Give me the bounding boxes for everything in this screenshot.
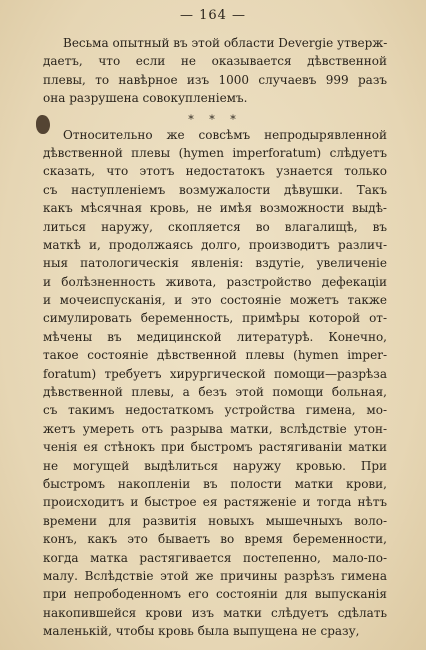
text-line: дѣвственной плевы (hymen imperforatum) слѣдуетъ bbox=[43, 145, 387, 160]
text-line: жетъ умереть отъ разрыва матки, вслѣдствіе утон- bbox=[43, 421, 387, 436]
text-line: конъ, какъ это бываетъ во время беременности, bbox=[43, 532, 387, 547]
text-line: быстромъ накопленіи въ полости матки крови, bbox=[43, 476, 387, 491]
text-line: какъ мѣсячная кровь, не имѣя возможности выдѣ- bbox=[43, 201, 387, 216]
text-line: съ наступленіемъ возмужалости дѣвушки. Такъ bbox=[43, 182, 387, 197]
text-line: съ такимъ недостаткомъ устройства гимена, мо- bbox=[43, 403, 387, 418]
text-line: Весьма опытный въ этой области Devergie утверж- bbox=[63, 36, 387, 50]
text-line: малу. Вслѣдствіе этой же причины разрѣзъ гимена bbox=[43, 568, 387, 583]
text-line: Относительно же совсѣмъ непродырявленной bbox=[63, 127, 387, 142]
paragraph-hymen-imperforatum bbox=[43, 126, 387, 641]
text-line: даетъ, что если не оказывается дѣвственной bbox=[43, 54, 387, 69]
section-separator bbox=[43, 108, 387, 126]
text-line: ныя патологическія явленія: вздутіе, увеличеніе bbox=[43, 256, 387, 271]
text-line: не могущей выдѣлиться наружу кровью. При bbox=[43, 458, 387, 473]
text-line: плевы, то навѣрное изъ 1000 случаевъ 999 разъ bbox=[43, 72, 387, 87]
text-line: времени для развитія новыхъ мышечныхъ воло- bbox=[43, 513, 387, 528]
text-line: сказать, что этотъ недостатокъ узнается только bbox=[43, 164, 387, 179]
page-number: — 164 — bbox=[179, 8, 247, 23]
text-line: и болѣзненность живота, разстройство дефекаціи bbox=[43, 274, 387, 289]
text-line: накопившейся крови изъ матки слѣдуетъ сдѣлать bbox=[43, 605, 387, 620]
text-line: происходитъ и быстрое ея растяженіе и тогда нѣтъ bbox=[43, 495, 387, 510]
text-line: и мочеиспусканія, и это состояніе можетъ также bbox=[43, 293, 387, 308]
separator-asterisks: * * * bbox=[188, 112, 242, 126]
text-line: литься наружу, скопляется во влагалищѣ, въ bbox=[43, 219, 387, 234]
text-line: дѣвственной плевы, а безъ этой помощи больная, bbox=[43, 385, 387, 400]
text-line: такое состояніе дѣвственной плевы (hymen imper- bbox=[43, 348, 387, 363]
text-line: когда матка растягивается постепенно, мало-по- bbox=[43, 550, 387, 565]
text-line: симулировать беременность, примѣры которой от- bbox=[43, 311, 387, 326]
text-line: она разрушена совокупленіемъ. bbox=[43, 91, 248, 106]
text-line: foratum) требуетъ хирургической помощи—разрѣза bbox=[43, 366, 387, 381]
paragraph-devergie bbox=[43, 34, 387, 108]
text-line: при непрободенномъ его состояніи для выпусканія bbox=[43, 587, 387, 602]
text-line: ченія ея стѣнокъ при быстромъ растягиваніи матки bbox=[43, 440, 387, 455]
text-line: маткѣ и, продолжаясь долго, производитъ различ- bbox=[43, 237, 387, 252]
text-line: маленькій, чтобы кровь была выпущена не сразу, bbox=[43, 624, 360, 639]
text-line: мѣчены въ медицинской литературѣ. Конечно, bbox=[43, 329, 387, 344]
page-text bbox=[43, 34, 387, 641]
